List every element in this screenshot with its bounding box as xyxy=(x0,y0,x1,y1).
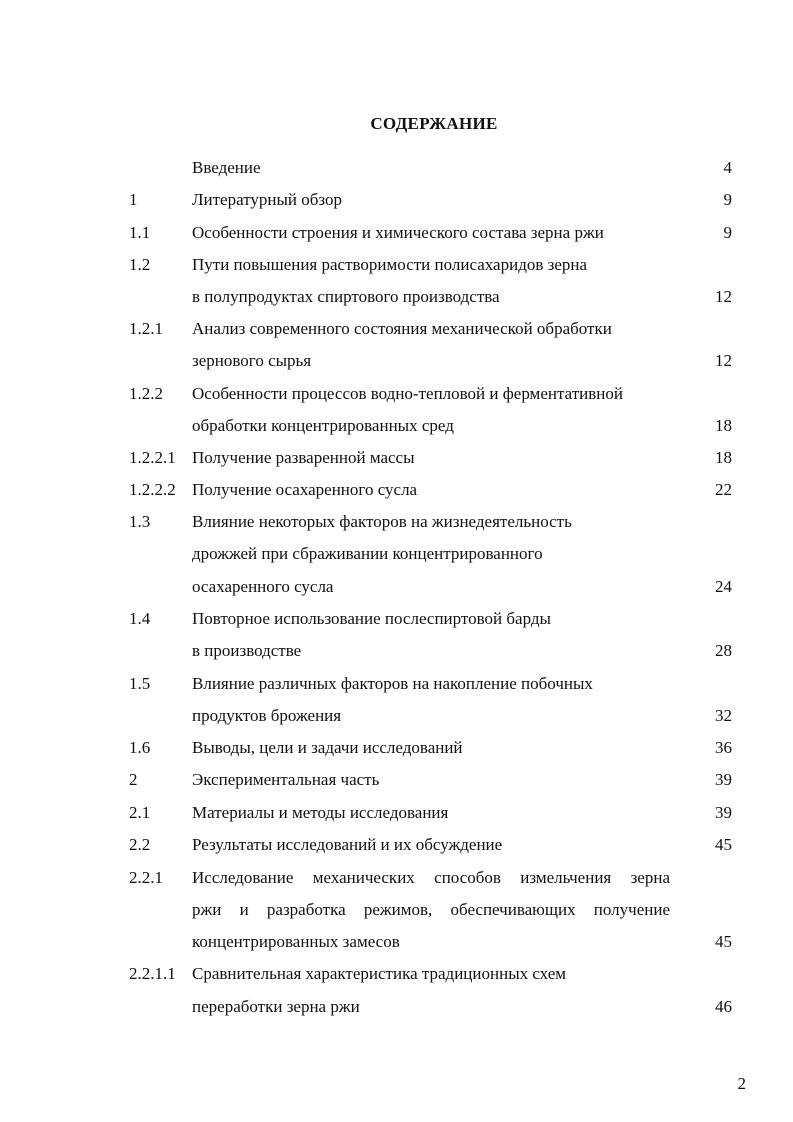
toc-entry-text: зернового сырья xyxy=(192,351,312,370)
toc-entry-page: 36 xyxy=(715,738,732,757)
page-number: 2 xyxy=(737,1074,746,1093)
toc-entry-page: 46 xyxy=(715,997,732,1016)
toc-entry-page: 12 xyxy=(715,287,732,306)
toc-entry-page: 39 xyxy=(715,803,732,822)
toc-entry-number: 1.2.2 xyxy=(129,384,163,403)
toc-entry-number: 1.2.2.2 xyxy=(129,480,176,499)
toc-entry-number: 2.2 xyxy=(129,835,151,854)
toc-entry-text: Получение осахаренного сусла xyxy=(192,480,418,499)
toc-entry-text: Пути повышения растворимости полисахаридов зерна xyxy=(192,255,588,274)
toc-entry-page: 45 xyxy=(715,932,732,951)
toc-entry-page: 18 xyxy=(715,416,732,435)
toc-entry-text: Выводы, цели и задачи исследований xyxy=(192,738,463,757)
toc-entry-number: 1.1 xyxy=(129,223,151,242)
toc-entry-number: 1.2 xyxy=(129,255,151,274)
toc-entry-text: Результаты исследований и их обсуждение xyxy=(192,835,503,854)
toc-entry-page: 4 xyxy=(723,158,732,177)
toc-entry-text: Влияние различных факторов на накопление побочных xyxy=(192,674,593,693)
toc-entry-text: Экспериментальная часть xyxy=(192,770,380,789)
toc-entry-number: 2.2.1.1 xyxy=(129,964,176,983)
toc-entry-number: 1.2.1 xyxy=(129,319,163,338)
toc-entry-text: обработки концентрированных сред xyxy=(192,416,454,435)
toc-entry-text: дрожжей при сбраживании концентрированного xyxy=(192,544,543,563)
toc-entry-text: Особенности строения и химического состава зерна ржи xyxy=(192,223,604,242)
toc-entry-text: Анализ современного состояния механической обработки xyxy=(192,319,612,338)
toc-entry-text: в полупродуктах спиртового производства xyxy=(192,287,500,306)
toc-entry-text: Литературный обзор xyxy=(192,190,343,209)
toc-entry-number: 2 xyxy=(129,770,138,789)
toc-entry-text: Влияние некоторых факторов на жизнедеятельность xyxy=(192,512,572,531)
toc-entry-number: 2.2.1 xyxy=(129,868,163,887)
toc-entry-number: 2.1 xyxy=(129,803,151,822)
toc-entry-page: 18 xyxy=(715,448,732,467)
toc-entry-page: 9 xyxy=(723,190,732,209)
toc-entry-page: 22 xyxy=(715,480,732,499)
toc-entry-text: ржи и разработка режимов, обеспечивающих получение xyxy=(192,900,670,919)
toc-entry-text: концентрированных замесов xyxy=(192,932,400,951)
page-title: СОДЕРЖАНИЕ xyxy=(370,114,498,133)
toc-entry-text: Исследование механических способов измельчения зерна xyxy=(192,868,670,887)
toc-entry-page: 24 xyxy=(715,577,732,596)
toc-entry-text: Повторное использование послеспиртовой барды xyxy=(192,609,551,628)
toc-entry-text: переработки зерна ржи xyxy=(192,997,360,1016)
toc-entry-page: 12 xyxy=(715,351,732,370)
toc-entry-text: осахаренного сусла xyxy=(192,577,334,596)
toc-entry-text: в производстве xyxy=(192,641,302,660)
toc-entry-text: Введение xyxy=(192,158,261,177)
toc-entry-text: Сравнительная характеристика традиционных схем xyxy=(192,964,567,983)
toc-entry-text: Материалы и методы исследования xyxy=(192,803,449,822)
toc-entry-number: 1.3 xyxy=(129,512,151,531)
toc-entry-page: 45 xyxy=(715,835,732,854)
toc-entry-number: 1 xyxy=(129,190,138,209)
toc-entry-number: 1.4 xyxy=(129,609,151,628)
toc-entry-text: продуктов брожения xyxy=(192,706,342,725)
toc-entry-page: 32 xyxy=(715,706,732,725)
toc-entry-page: 9 xyxy=(723,223,732,242)
toc-entry-text: Получение разваренной массы xyxy=(192,448,415,467)
toc-entry-number: 1.5 xyxy=(129,674,151,693)
toc-entry-text: Особенности процессов водно-тепловой и ферментативной xyxy=(192,384,623,403)
toc-entry-number: 1.6 xyxy=(129,738,151,757)
toc-entry-number: 1.2.2.1 xyxy=(129,448,176,467)
toc-entry-page: 28 xyxy=(715,641,732,660)
toc-entry-page: 39 xyxy=(715,770,732,789)
